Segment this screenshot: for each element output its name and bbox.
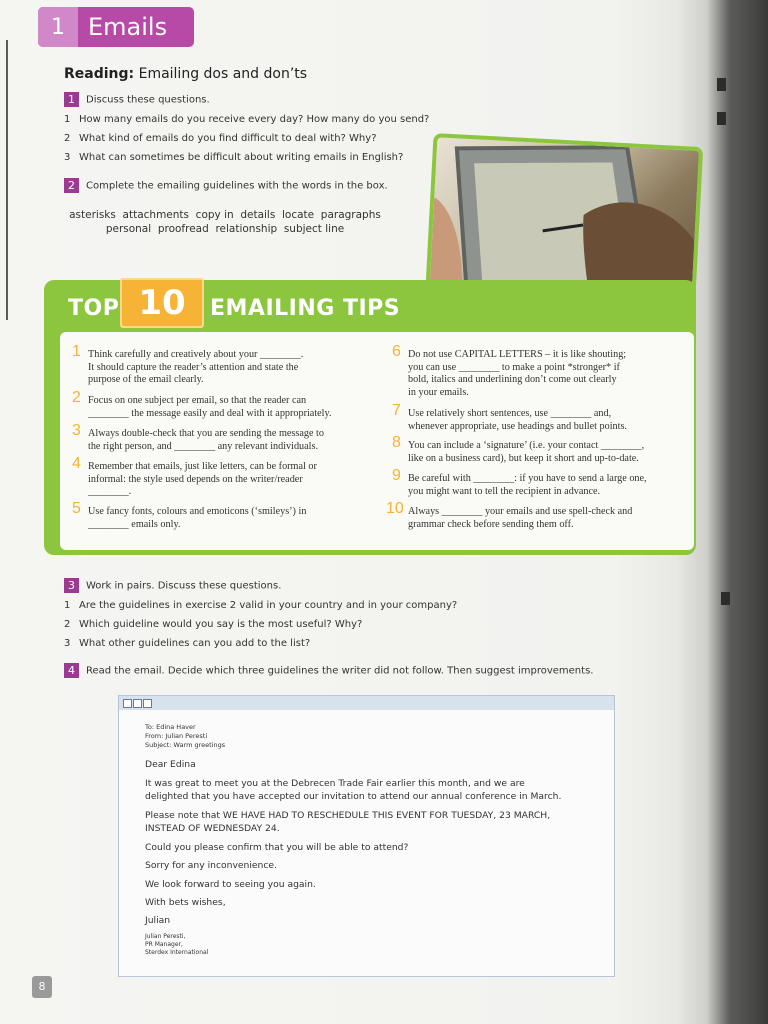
window-button-icon[interactable] [123, 699, 132, 708]
email-line: Julian [145, 915, 171, 926]
email-window [118, 695, 615, 977]
tips-top-label: TOP [68, 296, 120, 321]
word-box-line: personal proofread relationship subject line [105, 223, 345, 235]
email-line: delighted that you have accepted our invitation to attend our annual conference in March. [145, 791, 562, 802]
exercise-1-question: 2 What kind of emails do you find difficult to deal with? Why? [64, 133, 377, 144]
email-line: Sorry for any inconvenience. [145, 860, 278, 871]
exercise-3-question: 3 What other guidelines can you add to the list? [64, 638, 311, 649]
edge-badge [721, 592, 730, 605]
unit-title: Emails [88, 13, 168, 41]
edge-badge [717, 112, 726, 125]
exercise-1-question: 3 What can sometimes be difficult about writing emails in English? [64, 152, 404, 163]
window-button-icon[interactable] [143, 699, 152, 708]
window-button-icon[interactable] [133, 699, 142, 708]
page-edge-line [6, 40, 8, 320]
signature-line: Sterdex International [145, 949, 209, 956]
email-line: INSTEAD OF WEDNESDAY 24. [145, 823, 280, 834]
reading-title: Emailing dos and don’ts [138, 66, 308, 82]
tip-item: 3 Always double-check that you are sending the message to the right person, and ________ any relevant individuals. [72, 422, 324, 452]
email-line: Please note that WE HAVE HAD TO RESCHEDULE THIS EVENT FOR TUESDAY, 23 MARCH, [145, 810, 551, 821]
next-page-edge [715, 60, 768, 1010]
signature-line: Julian Peresti, [145, 933, 186, 940]
exercise-3-badge: 3 [64, 578, 79, 593]
tip-item: 4 Remember that emails, just like letters, can be formal or informal: the style used depends on the writer/reader ________. [72, 455, 317, 497]
email-line: Could you please confirm that you will be able to attend? [145, 842, 409, 853]
edge-badge [717, 78, 726, 91]
unit-header [38, 7, 194, 47]
exercise-1-badge: 1 [64, 92, 79, 107]
exercise-2-instruction: 2 Complete the emailing guidelines with the words in the box. [64, 178, 388, 193]
email-from: From: Julian Peresti [145, 732, 208, 740]
reading-label: Reading: [64, 66, 135, 82]
tip-item: 10 Always ________ your emails and use spell-check and grammar check before sending them off. [386, 500, 633, 530]
tip-item: 5 Use fancy fonts, colours and emoticons (‘smileys’) in ________ emails only. [72, 500, 307, 530]
reading-heading [64, 66, 307, 82]
email-subject: Subject: Warm greetings [145, 741, 226, 749]
tip-item: 9 Be careful with ________: if you have to send a large one, you might want to tell the recipient in advance. [392, 467, 647, 497]
tip-item: 8 You can include a ‘signature’ (i.e. your contact ________, like on a business card), but keep it short and up-to-date. [392, 434, 645, 464]
exercise-2-badge: 2 [64, 178, 79, 193]
page-number: 8 [32, 976, 52, 998]
email-line: We look forward to seeing you again. [145, 879, 316, 890]
exercise-1-instruction: 1 Discuss these questions. [64, 92, 210, 107]
exercise-3-instruction: 3 Work in pairs. Discuss these questions. [64, 578, 281, 593]
tip-item: 2 Focus on one subject per email, so that the reader can ________ the message easily and deal with it appropriately. [72, 389, 332, 419]
tip-item: 6 Do not use CAPITAL LETTERS – it is like shouting; you can use ________ to make a point *stronger* if bold, italics and underlining don’t come out clearly in your emails. [392, 343, 627, 398]
exercise-4-badge: 4 [64, 663, 79, 678]
tips-heading: EMAILING TIPS [210, 296, 401, 321]
word-box-line: asterisks attachments copy in details locate paragraphs [69, 209, 381, 221]
exercise-3-question: 2 Which guideline would you say is the most useful? Why? [64, 619, 363, 630]
email-line: Dear Edina [145, 759, 196, 770]
word-box [60, 208, 390, 236]
email-to: To: Edina Haver [145, 723, 196, 731]
tip-item: 1 Think carefully and creatively about your ________. It should capture the reader’s attention and state the purpose of the email clearly. [72, 343, 304, 385]
email-titlebar [119, 696, 614, 710]
exercise-3-question: 1 Are the guidelines in exercise 2 valid in your country and in your company? [64, 600, 458, 611]
email-line: It was great to meet you at the Debrecen Trade Fair earlier this month, and we are [145, 778, 525, 789]
email-line: With bets wishes, [145, 897, 226, 908]
exercise-1-question: 1 How many emails do you receive every day? How many do you send? [64, 114, 430, 125]
unit-number: 1 [38, 7, 78, 47]
tips-ten-badge: 10 [120, 278, 204, 328]
signature-line: PR Manager, [145, 941, 183, 948]
tip-item: 7 Use relatively short sentences, use ________ and, whenever appropriate, use headings and bullet points. [392, 402, 627, 432]
exercise-4-instruction: 4 Read the email. Decide which three guidelines the writer did not follow. Then suggest improvements. [64, 663, 593, 678]
